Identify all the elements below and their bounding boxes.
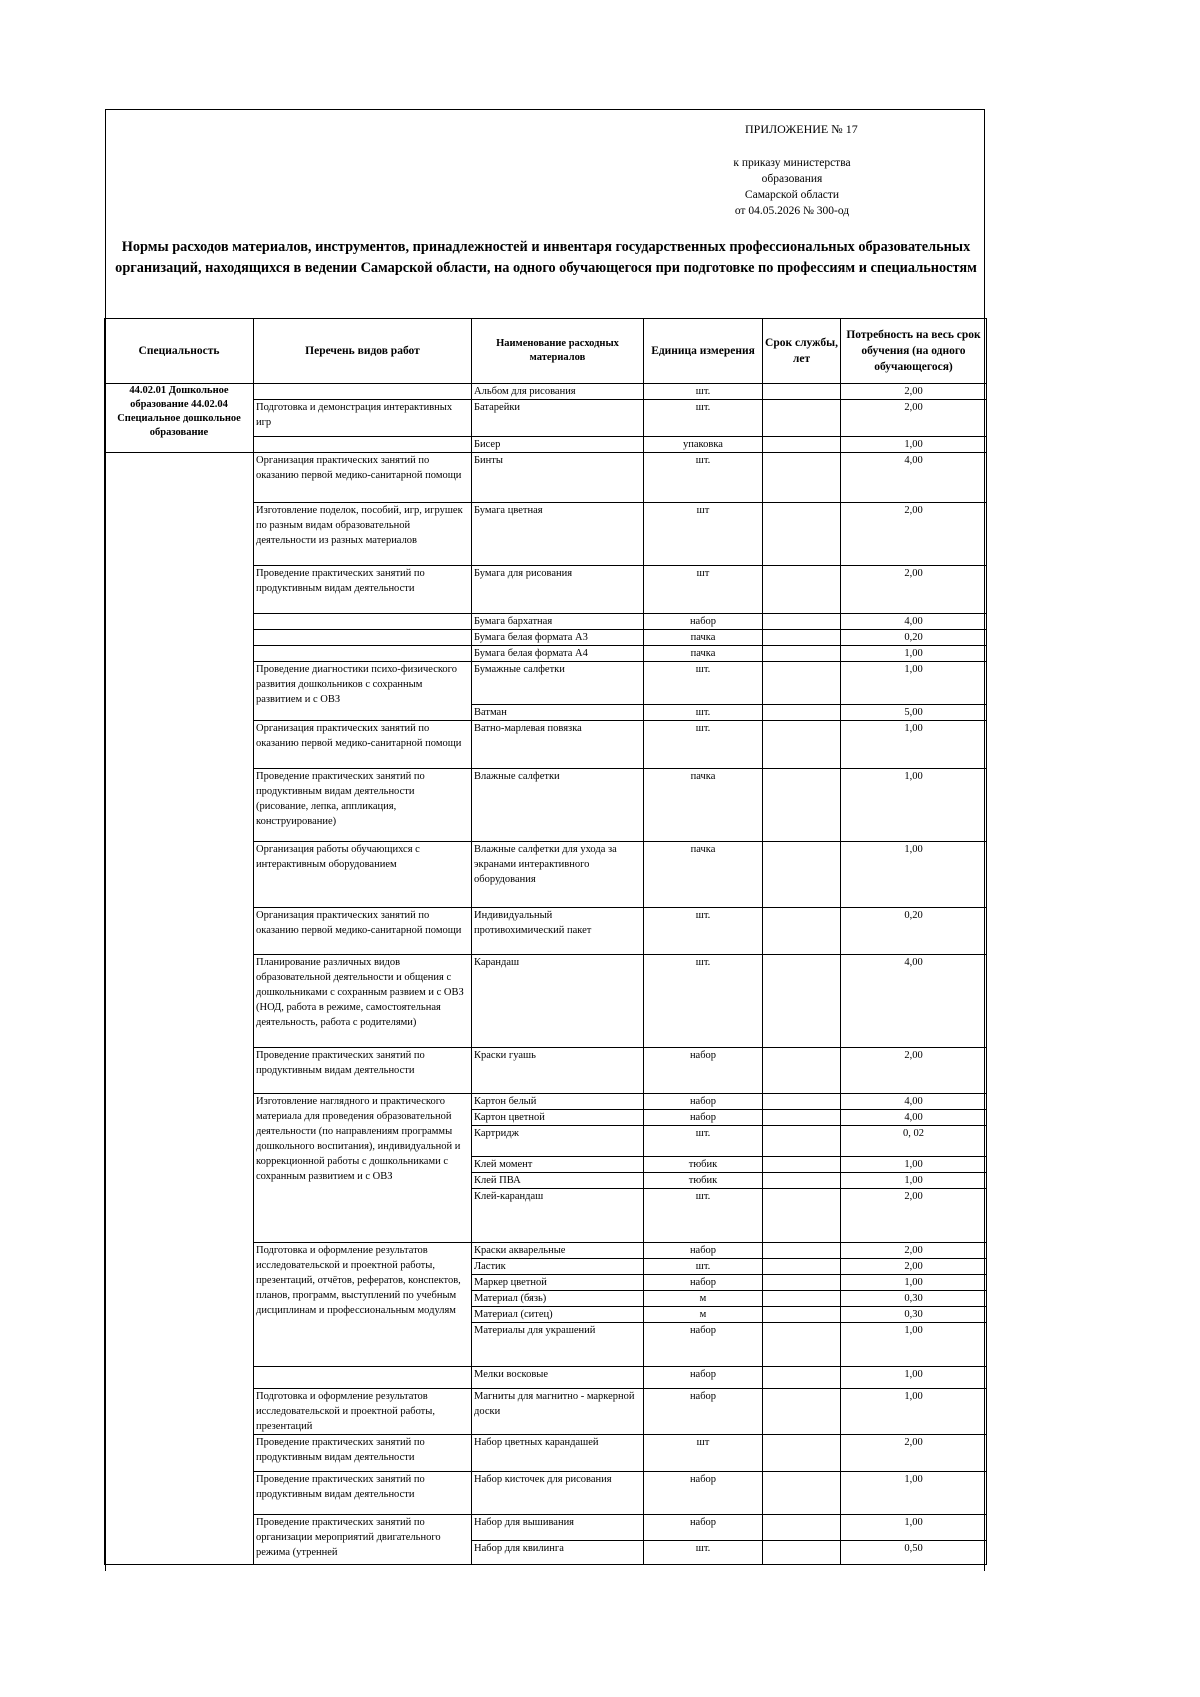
need-cell: 1,00 <box>841 769 987 842</box>
term-cell <box>763 842 841 908</box>
term-cell <box>763 437 841 453</box>
material-cell: Бумага белая формата А4 <box>472 646 644 662</box>
unit-cell: шт. <box>644 1541 763 1565</box>
document-title: Нормы расходов материалов, инструментов, принадлежностей и инвентаря государственных профессиональных образовательных организаций, находящихся в ведении Самарской области, на одного обучающегося при подготовке по профессиям и специальностям <box>115 239 977 276</box>
need-cell: 1,00 <box>841 646 987 662</box>
need-cell: 2,00 <box>841 1243 987 1259</box>
term-cell <box>763 1110 841 1126</box>
unit-cell: шт. <box>644 400 763 437</box>
need-cell: 4,00 <box>841 1110 987 1126</box>
material-cell: Маркер цветной <box>472 1275 644 1291</box>
material-cell: Клей ПВА <box>472 1173 644 1189</box>
need-cell: 1,00 <box>841 1157 987 1173</box>
table-header-row <box>105 319 987 384</box>
term-cell <box>763 1389 841 1435</box>
term-cell <box>763 566 841 614</box>
need-cell: 2,00 <box>841 384 987 400</box>
table-row <box>105 384 987 400</box>
need-cell: 4,00 <box>841 1094 987 1110</box>
works-cell: Изготовление поделок, пособий, игр, игрушек по разным видам образовательной деятельности из разных материалов <box>254 503 472 566</box>
works-cell: Проведение диагностики психо-физического развития дошкольников с сохранным развитием и с ОВЗ <box>254 662 472 721</box>
works-cell: Организация практических занятий по оказанию первой медико-санитарной помощи <box>254 453 472 503</box>
need-cell: 1,00 <box>841 1323 987 1367</box>
term-cell <box>763 1094 841 1110</box>
material-cell: Материалы для украшений <box>472 1323 644 1367</box>
header-term: Срок службы, лет <box>763 319 841 384</box>
order-line: к приказу министерства <box>733 157 851 169</box>
term-cell <box>763 955 841 1048</box>
need-cell: 2,00 <box>841 1435 987 1472</box>
term-cell <box>763 908 841 955</box>
unit-cell: шт. <box>644 1126 763 1157</box>
need-cell: 4,00 <box>841 955 987 1048</box>
unit-cell: шт. <box>644 453 763 503</box>
term-cell <box>763 1367 841 1389</box>
material-cell: Набор кисточек для рисования <box>472 1472 644 1515</box>
material-cell: Батарейки <box>472 400 644 437</box>
need-cell: 5,00 <box>841 705 987 721</box>
need-cell: 0,30 <box>841 1307 987 1323</box>
norms-table <box>104 318 987 1565</box>
works-cell: Проведение практических занятий по продуктивным видам деятельности <box>254 1048 472 1094</box>
term-cell <box>763 1515 841 1541</box>
term-cell <box>763 1157 841 1173</box>
order-reference <box>712 155 872 219</box>
term-cell <box>763 1323 841 1367</box>
term-cell <box>763 1243 841 1259</box>
order-line: Самарской области <box>744 189 840 201</box>
material-cell: Бисер <box>472 437 644 453</box>
need-cell: 2,00 <box>841 1189 987 1243</box>
material-cell: Бумага для рисования <box>472 566 644 614</box>
unit-cell: пачка <box>644 630 763 646</box>
unit-cell: шт. <box>644 1259 763 1275</box>
term-cell <box>763 503 841 566</box>
unit-cell: пачка <box>644 842 763 908</box>
term-cell <box>763 1291 841 1307</box>
works-cell: Проведение практических занятий по организации мероприятий двигательного режима (утренней <box>254 1515 472 1565</box>
term-cell <box>763 630 841 646</box>
table-row <box>105 453 987 503</box>
term-cell <box>763 384 841 400</box>
term-cell <box>763 1173 841 1189</box>
material-cell: Набор для вышивания <box>472 1515 644 1541</box>
works-cell <box>254 630 472 646</box>
unit-cell: пачка <box>644 646 763 662</box>
material-cell: Материал (ситец) <box>472 1307 644 1323</box>
term-cell <box>763 1126 841 1157</box>
unit-cell: шт. <box>644 662 763 705</box>
term-cell <box>763 1275 841 1291</box>
need-cell: 2,00 <box>841 400 987 437</box>
unit-cell: шт. <box>644 705 763 721</box>
term-cell <box>763 1307 841 1323</box>
order-line: от 04.05.2026 № 300-од <box>734 205 850 217</box>
term-cell <box>763 705 841 721</box>
unit-cell: пачка <box>644 769 763 842</box>
unit-cell: набор <box>644 1110 763 1126</box>
need-cell: 4,00 <box>841 453 987 503</box>
unit-cell: шт <box>644 1435 763 1472</box>
material-cell: Бинты <box>472 453 644 503</box>
need-cell: 1,00 <box>841 1367 987 1389</box>
need-cell: 1,00 <box>841 842 987 908</box>
need-cell: 0, 02 <box>841 1126 987 1157</box>
unit-cell: набор <box>644 614 763 630</box>
works-cell: Подготовка и оформление результатов исследовательской и проектной работы, презентаций <box>254 1389 472 1435</box>
term-cell <box>763 769 841 842</box>
term-cell <box>763 614 841 630</box>
term-cell <box>763 662 841 705</box>
material-cell: Клей момент <box>472 1157 644 1173</box>
material-cell: Клей-карандаш <box>472 1189 644 1243</box>
unit-cell: тюбик <box>644 1157 763 1173</box>
works-cell: Проведение практических занятий по продуктивным видам деятельности <box>254 566 472 614</box>
unit-cell: шт <box>644 566 763 614</box>
need-cell: 1,00 <box>841 721 987 769</box>
material-cell: Материал (бязь) <box>472 1291 644 1307</box>
unit-cell: набор <box>644 1472 763 1515</box>
material-cell: Альбом для рисования <box>472 384 644 400</box>
material-cell: Набор для квилинга <box>472 1541 644 1565</box>
unit-cell: шт. <box>644 721 763 769</box>
unit-cell: набор <box>644 1367 763 1389</box>
need-cell: 1,00 <box>841 1515 987 1541</box>
term-cell <box>763 646 841 662</box>
material-cell: Ватман <box>472 705 644 721</box>
need-cell: 1,00 <box>841 1472 987 1515</box>
unit-cell: набор <box>644 1275 763 1291</box>
term-cell <box>763 1541 841 1565</box>
need-cell: 1,00 <box>841 437 987 453</box>
material-cell: Бумага белая формата А3 <box>472 630 644 646</box>
material-cell: Влажные салфетки <box>472 769 644 842</box>
material-cell: Влажные салфетки для ухода за экранами интерактивного оборудования <box>472 842 644 908</box>
material-cell: Индивидуальный противохимический пакет <box>472 908 644 955</box>
need-cell: 1,00 <box>841 662 987 705</box>
material-cell: Магниты для магнитно - маркерной доски <box>472 1389 644 1435</box>
need-cell: 1,00 <box>841 1173 987 1189</box>
unit-cell: набор <box>644 1389 763 1435</box>
material-cell: Краски гуашь <box>472 1048 644 1094</box>
works-cell <box>254 437 472 453</box>
works-cell: Планирование различных видов образовательной деятельности и общения с дошкольниками с сохранным развием и с ОВЗ (НОД, работа в режиме, самостоятельная деятельность, работа с родителями) <box>254 955 472 1048</box>
material-cell: Краски акварельные <box>472 1243 644 1259</box>
unit-cell: набор <box>644 1094 763 1110</box>
need-cell: 0,20 <box>841 630 987 646</box>
works-cell: Подготовка и оформление результатов исследовательской и проектной работы, презентаций, отчётов, рефератов, конспектов, планов, программ, выступлений по учебным дисциплинам и профессиональным модулям <box>254 1243 472 1367</box>
term-cell <box>763 721 841 769</box>
term-cell <box>763 453 841 503</box>
header-material: Наименование расходных материалов <box>472 319 644 384</box>
material-cell: Картридж <box>472 1126 644 1157</box>
material-cell: Бумажные салфетки <box>472 662 644 705</box>
material-cell: Мелки восковые <box>472 1367 644 1389</box>
material-cell: Ватно-марлевая повязка <box>472 721 644 769</box>
need-cell: 2,00 <box>841 503 987 566</box>
term-cell <box>763 1472 841 1515</box>
term-cell <box>763 400 841 437</box>
works-cell <box>254 1367 472 1389</box>
unit-cell: шт. <box>644 908 763 955</box>
need-cell: 4,00 <box>841 614 987 630</box>
works-cell: Организация практических занятий по оказанию первой медико-санитарной помощи <box>254 721 472 769</box>
need-cell: 0,20 <box>841 908 987 955</box>
need-cell: 1,00 <box>841 1389 987 1435</box>
material-cell: Ластик <box>472 1259 644 1275</box>
header-need: Потребность на весь срок обучения (на одного обучающегося) <box>841 319 987 384</box>
term-cell <box>763 1189 841 1243</box>
material-cell: Набор цветных карандашей <box>472 1435 644 1472</box>
unit-cell: м <box>644 1291 763 1307</box>
unit-cell: тюбик <box>644 1173 763 1189</box>
works-cell: Организация практических занятий по оказанию первой медико-санитарной помощи <box>254 908 472 955</box>
unit-cell: шт. <box>644 955 763 1048</box>
unit-cell: набор <box>644 1323 763 1367</box>
specialty-cell: 44.02.01 Дошкольное образование 44.02.04 Специальное дошкольное образование <box>105 384 254 453</box>
unit-cell: набор <box>644 1243 763 1259</box>
need-cell: 2,00 <box>841 1259 987 1275</box>
works-cell: Подготовка и демонстрация интерактивных игр <box>254 400 472 437</box>
header-specialty: Специальность <box>105 319 254 384</box>
unit-cell: упаковка <box>644 437 763 453</box>
header-unit: Единица измерения <box>644 319 763 384</box>
need-cell: 0,50 <box>841 1541 987 1565</box>
term-cell <box>763 1259 841 1275</box>
works-cell <box>254 646 472 662</box>
unit-cell: м <box>644 1307 763 1323</box>
works-cell: Организация работы обучающихся с интерактивным оборудованием <box>254 842 472 908</box>
unit-cell: набор <box>644 1515 763 1541</box>
material-cell: Бумага бархатная <box>472 614 644 630</box>
need-cell: 2,00 <box>841 566 987 614</box>
unit-cell: шт. <box>644 384 763 400</box>
unit-cell: шт. <box>644 1189 763 1243</box>
appendix-number: ПРИЛОЖЕНИЕ № 17 <box>745 122 858 136</box>
works-cell: Изготовление наглядного и практического материала для проведения образовательной деятельности (по направлениям программы дошкольного воспитания), индивидуальной и коррекционной работы с дошкольниками с сохранным развитием и с ОВЗ <box>254 1094 472 1243</box>
works-cell: Проведение практических занятий по продуктивным видам деятельности (рисование, лепка, аппликация, конструирование) <box>254 769 472 842</box>
need-cell: 0,30 <box>841 1291 987 1307</box>
term-cell <box>763 1435 841 1472</box>
need-cell: 1,00 <box>841 1275 987 1291</box>
material-cell: Картон цветной <box>472 1110 644 1126</box>
header-works: Перечень видов работ <box>254 319 472 384</box>
order-line: образования <box>761 173 823 185</box>
works-cell <box>254 384 472 400</box>
need-cell: 2,00 <box>841 1048 987 1094</box>
material-cell: Бумага цветная <box>472 503 644 566</box>
unit-cell: шт <box>644 503 763 566</box>
works-cell: Проведение практических занятий по продуктивным видам деятельности <box>254 1435 472 1472</box>
specialty-blank-cell <box>105 453 254 1565</box>
works-cell <box>254 614 472 630</box>
material-cell: Картон белый <box>472 1094 644 1110</box>
term-cell <box>763 1048 841 1094</box>
material-cell: Карандаш <box>472 955 644 1048</box>
works-cell: Проведение практических занятий по продуктивным видам деятельности <box>254 1472 472 1515</box>
unit-cell: набор <box>644 1048 763 1094</box>
